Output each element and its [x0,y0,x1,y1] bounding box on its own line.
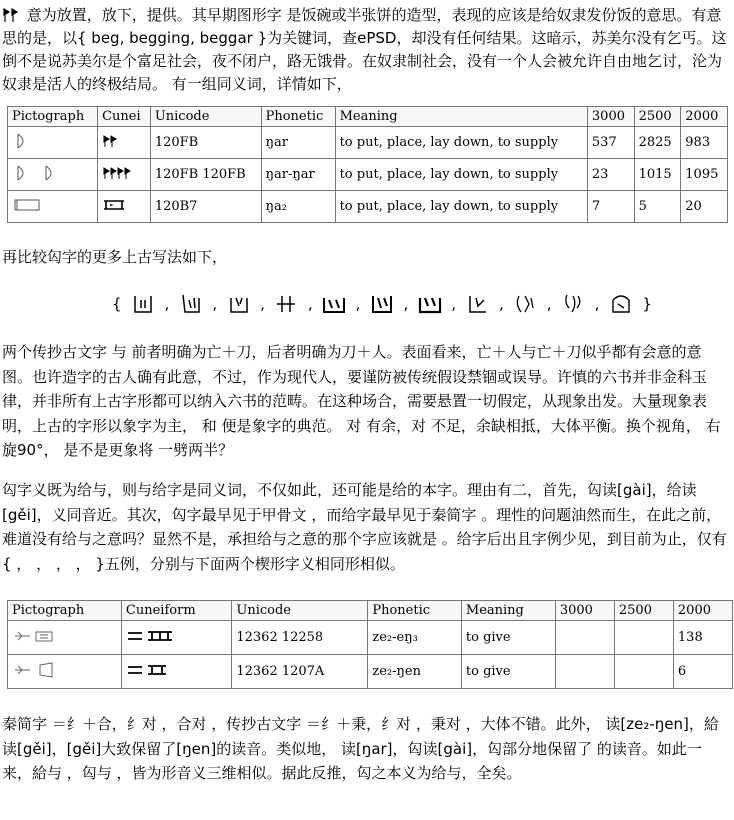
col-2500: 2500 [614,601,673,621]
cuneiform-ze-eng-icon [126,632,174,647]
cuneiform-cell [98,191,151,223]
unicode-cell: 120FB [150,127,261,159]
pictograph-ze-gen-icon [12,668,72,683]
col-meaning: Meaning [461,601,555,621]
set-separator: , [164,295,170,313]
cuneiform-cell [121,621,231,655]
meaning-cell: to put, place, lay down, to supply [335,127,587,159]
phonetic-cell: ze₂-eŋ₃ [368,621,462,655]
pictograph-cell [8,127,98,159]
set-separator: , [451,295,457,313]
archaic-form-6-icon [368,290,396,318]
count-3000-cell: 23 [587,159,634,191]
meaning-cell: to put, place, lay down, to supply [335,159,587,191]
archaic-form-4-icon [272,290,300,318]
intro-text: 意为放置，放下，提供。其早期图形字 是饭碗或半张饼的造型，表现的应该是给奴隶发份饭的意思。有意思的是，以{ beg, begging, beggar }为关键词，查ePSD，却没有任何结果。这暗示，苏美尔没有乞丐。这倒不是说苏美尔是个富足社会，夜不闭户，路无饿骨。在奴隶制社会，没有一个人会被允许自由地乞讨，沦为奴隶是活人的终极结局。 有一组同义词，详情如下， [2,6,727,93]
meaning-cell: to give [461,621,555,655]
give-table [7,600,733,689]
compare-line: 再比较匃字的更多上古写法如下， [2,248,228,266]
col-unicode: Unicode [232,601,368,621]
count-3000-cell: 537 [587,127,634,159]
pictograph-cell [8,191,98,223]
pictograph-double-bowl-icon [12,171,64,186]
cuneiform-ze-gen-icon [126,666,174,681]
col-meaning: Meaning [335,107,587,127]
count-2500-cell [614,655,673,689]
cuneiform-gar-icon [2,6,22,25]
unicode-cell: 120B7 [150,191,261,223]
count-3000-cell: 7 [587,191,634,223]
set-separator: , [499,295,504,313]
count-2500-cell: 1015 [634,159,681,191]
phonetic-cell: ŋar-ŋar [261,159,335,191]
give-paragraph: 匃字义既为给与，则与给字是同义词，不仅如此，还可能是给的本字。理由有二，首先，匃读[gài]，给读[gěi]，义同音近。其次，匃字最早见于甲骨文 ，而给字最早见于秦简字 。理性的问题油然而生，在此之前，难道没有给与之意吗？显然不是，承担给与之意的那个字应该就是 。给字后出且字例少见，到目前为止，仅有{ ， ， ， ， }五例，分别与下面两个楔形字义相同形相似。 [2,481,727,573]
set-close-brace: } [642,295,652,313]
count-2500-cell [614,621,673,655]
count-2500-cell: 2825 [634,127,681,159]
col-phonetic: Phonetic [261,107,335,127]
cuneiform-gar-gar-icon [102,169,132,184]
col-phonetic: Phonetic [368,601,462,621]
count-2000-cell: 6 [673,655,732,689]
set-open-brace: { [112,295,122,313]
synonym-table [7,106,728,223]
meaning-cell: to give [461,655,555,689]
pictograph-cell [8,159,98,191]
col-2000: 2000 [673,601,732,621]
table-header-row [8,107,728,127]
col-3000: 3000 [587,107,634,127]
table-row [8,655,733,689]
set-separator: , [403,295,409,313]
unicode-cell: 12362 12258 [232,621,368,655]
col-cuneiform: Cuneiform [121,601,231,621]
count-3000-cell [555,621,614,655]
col-pictograph: Pictograph [8,601,122,621]
count-2000-cell: 138 [673,621,732,655]
pictograph-bowl-icon [12,139,32,154]
set-separator: , [307,295,313,313]
col-3000: 3000 [555,601,614,621]
cuneiform-cell [98,159,151,191]
cuneiform-cell [98,127,151,159]
pictograph-ze-eng-icon [12,634,72,649]
archaic-form-3-icon [225,290,253,318]
count-2000-cell: 983 [681,127,728,159]
table-row [8,191,728,223]
count-2000-cell: 20 [681,191,728,223]
table-row [8,159,728,191]
col-2500: 2500 [634,107,681,127]
archaic-form-1-icon [129,290,157,318]
table-header-row [8,601,733,621]
archaic-form-10-icon [559,290,587,318]
set-separator: , [355,295,361,313]
table-row [8,621,733,655]
col-unicode: Unicode [150,107,261,127]
archaic-forms-set [112,286,652,322]
cuneiform-gar-icon [102,137,122,152]
pictograph-tray-icon [12,203,42,218]
intro-paragraph [2,4,730,96]
archaic-form-2-icon [177,290,205,318]
set-separator: , [260,295,265,313]
phonetic-cell: ŋar [261,127,335,159]
phonetic-cell: ze₂-ŋen [368,655,462,689]
count-2000-cell: 1095 [681,159,728,191]
archaic-form-5-icon [320,290,348,318]
pictograph-cell [8,621,122,655]
phonetic-cell: ŋa₂ [261,191,335,223]
unicode-cell: 12362 1207A [232,655,368,689]
count-3000-cell [555,655,614,689]
archaic-form-8-icon [464,290,492,318]
archaic-form-9-icon [511,290,539,318]
col-pictograph: Pictograph [8,107,98,127]
set-separator: , [594,295,600,313]
archaic-form-11-icon [607,290,635,318]
table-row [8,127,728,159]
set-separator: , [212,295,218,313]
col-cunei: Cunei [98,107,151,127]
set-separator: , [546,295,552,313]
pictograph-cell [8,655,122,689]
unicode-cell: 120FB 120FB [150,159,261,191]
meaning-cell: to put, place, lay down, to supply [335,191,587,223]
cuneiform-cell [121,655,231,689]
conclusion-paragraph: 秦简字 ＝纟＋合，纟对 ，合对 ，传抄古文字 ＝纟＋秉，纟对 ，秉对 ，大体不错。此外， 读[ze₂-ŋen]，給读[gěi]，[gěi]大致保留了[ŋen]的读音。类似地， 读[ŋar]，匃读[gài]，匃部分地保留了 的读音。如此一来，給与 ，匃与 ，皆为形音义三维相似。据此反推，匃之本义为给与，全矣。 [2,715,719,782]
count-2500-cell: 5 [634,191,681,223]
analysis-paragraph: 两个传抄古文字 与 前者明确为亡＋刀，后者明确为刀＋人。表面看来，亡＋人与亡＋刀似乎都有会意的意图。也许造字的古人确有此意，不过，作为现代人，要谨防被传统假设禁锢或误导。许慎的六书并非金科玉律，并非所有上古字形都可以纳入六书的范畴。在这种场合，需要悬置一切假定，从现象出发。大量现象表明，上古的字形以象字为主， 和 便是象字的典范。 对 有余，对 不足，余缺相抵，大体平衡。换个视角， 右旋90°， 是不是更象将 一劈两半？ [2,343,721,459]
col-2000: 2000 [681,107,728,127]
cuneiform-ga2-icon [102,201,126,216]
archaic-form-7-icon [416,290,444,318]
